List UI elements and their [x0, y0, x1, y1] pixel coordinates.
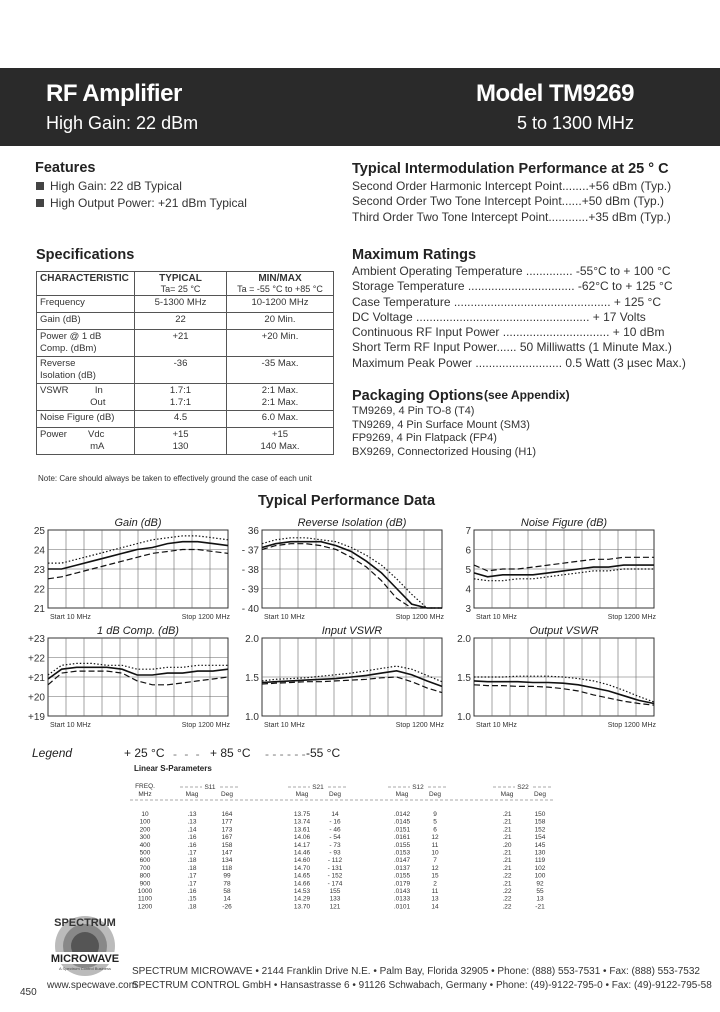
legend-dot-swatch: - - - - - -: [265, 747, 306, 761]
performance-heading: Typical Performance Data: [258, 493, 436, 509]
product-subtitle: High Gain: 22 dBm: [46, 113, 199, 133]
sparam-cell: .0147: [393, 857, 411, 865]
sparam-cell: 14.46: [293, 849, 311, 857]
sparam-cell: .18: [187, 857, 197, 865]
sparam-cell: 158: [534, 818, 546, 826]
sparam-cell: .21: [502, 818, 512, 826]
sparam-cell: 14.06: [293, 834, 311, 842]
sparam-subheader: Mag: [395, 791, 409, 798]
sparam-cell: .17: [187, 872, 197, 880]
sparam-cell: 150: [534, 811, 546, 818]
sparam-cell: .21: [502, 826, 512, 834]
sparam-cell: 55: [536, 888, 544, 895]
sparam-cell: 14.60: [293, 857, 311, 865]
sparam-cell: 134: [221, 857, 233, 865]
spec-row: [37, 411, 334, 428]
sparam-cell: 13.61: [293, 826, 311, 834]
y-tick-label: 22: [33, 584, 45, 596]
footer-line-2: SPECTRUM CONTROL GmbH • Hansastrasse 6 • 91126 Schwabach, Germany • Phone: (49)-9122-795-0 • Fax: (49)-9122-795-58: [132, 980, 712, 991]
sparam-cell: .22: [502, 872, 512, 880]
spec-characteristic: Gain (dB): [37, 313, 135, 330]
spec-minmax: 20 Min.: [227, 313, 334, 330]
package-item: TM9269, 4 Pin TO-8 (T4): [352, 405, 475, 417]
y-tick-label: - 40: [241, 604, 259, 615]
sparam-cell: 400: [139, 841, 151, 849]
sparam-cell: .18: [187, 903, 197, 911]
sparam-cell: 14: [331, 811, 339, 818]
y-tick-label: 2.0: [457, 634, 471, 645]
spec-typical: 22: [135, 313, 227, 330]
sparam-cell: .21: [502, 849, 512, 857]
sparam-header: MHz: [138, 791, 152, 798]
sparam-cell: 7: [433, 857, 437, 865]
appendix-note: (see Appendix): [484, 388, 570, 402]
legend-dotted: -55 °C: [306, 746, 341, 760]
sparam-cell: .14: [187, 826, 197, 834]
package-item: FP9269, 4 Pin Flatpack (FP4): [352, 432, 497, 444]
spec-characteristic: Power @ 1 dB Comp. (dBm): [37, 330, 135, 357]
x-stop-label: Stop 1200 MHz: [607, 614, 656, 621]
chart-plot: [440, 526, 680, 634]
spec-characteristic: Frequency: [37, 296, 135, 313]
rating-line: Storage Temperature ................................ -62°C to + 125 °C: [352, 279, 673, 294]
sparam-cell: 167: [221, 834, 233, 842]
sparam-cell: -21: [535, 903, 545, 911]
col-typical: TYPICAL Ta= 25 °C: [135, 272, 227, 296]
sparam-cell: 1100: [138, 895, 152, 903]
sparam-cell: 14: [223, 895, 231, 903]
sparam-cell: 14.65: [293, 872, 311, 880]
sparam-cell: .0155: [393, 841, 411, 849]
sparam-cell: 147: [221, 849, 233, 857]
sparam-subheader: Deg: [429, 791, 441, 798]
sparam-cell: -26: [222, 903, 232, 911]
sparam-cell: .18: [187, 864, 197, 872]
sparam-cell: 14.70: [293, 864, 311, 872]
sparam-cell: 12: [431, 864, 439, 872]
x-stop-label: Stop 1200 MHz: [181, 614, 230, 621]
bullet-icon: [36, 199, 44, 207]
x-start-label: Start 10 MHz: [476, 722, 517, 729]
frequency-range: 5 to 1300 MHz: [516, 113, 634, 133]
sparam-cell: .21: [502, 857, 512, 865]
sparam-cell: - 16: [329, 818, 341, 826]
sparam-cell: .0151: [393, 826, 411, 834]
spec-typical: +15 130: [135, 428, 227, 455]
spec-typical: 4.5: [135, 411, 227, 428]
sparam-cell: .13: [187, 818, 197, 826]
sparam-cell: .15: [187, 895, 197, 903]
legend-label: Legend: [32, 746, 73, 760]
sparam-cell: 14.53: [293, 888, 311, 895]
spec-row: [37, 357, 334, 384]
sparam-cell: .17: [187, 880, 197, 888]
chart-plot: [14, 634, 254, 742]
chart-title: Noise Figure (dB): [520, 517, 608, 529]
sparam-cell: 152: [534, 826, 546, 834]
header-banner: [0, 68, 720, 146]
sparam-cell: 100: [534, 872, 546, 880]
sparam-cell: .0155: [393, 872, 411, 880]
sparam-cell: 200: [139, 826, 151, 834]
sparam-cell: - 46: [329, 826, 341, 834]
sparam-header: FREQ.: [135, 783, 155, 790]
sparam-cell: 1200: [137, 903, 153, 911]
sparam-subheader: Deg: [221, 791, 233, 798]
sparam-cell: 14.29: [293, 895, 311, 903]
y-tick-label: - 38: [241, 565, 259, 576]
sparam-cell: .21: [502, 880, 512, 888]
col-characteristic: CHARACTERISTIC: [37, 272, 135, 296]
sparam-cell: 900: [139, 880, 151, 888]
sparam-cell: .20: [502, 841, 512, 849]
sparam-cell: 14.17: [293, 841, 311, 849]
rating-line: Continuous RF Input Power ................................ + 10 dBm: [352, 325, 665, 340]
spectrum-logo: [42, 908, 128, 978]
features-heading: Features: [35, 160, 96, 176]
chart-title: Reverse Isolation (dB): [297, 517, 407, 529]
sparam-cell: 14: [431, 903, 439, 911]
rating-line: DC Voltage .................................................... + 17 Volts: [352, 309, 646, 324]
spec-row: [37, 428, 334, 455]
y-tick-label: 1.0: [245, 712, 259, 723]
sparam-cell: - 54: [329, 834, 341, 842]
y-tick-label: 1.5: [245, 673, 259, 684]
features-list: [36, 179, 247, 213]
y-tick-label: 24: [33, 545, 45, 557]
rating-line: Ambient Operating Temperature .............. -55°C to + 100 °C: [352, 264, 671, 278]
sparam-cell: .0101: [393, 903, 411, 911]
page-number: 450: [20, 987, 37, 998]
sparam-subheader: Mag: [185, 791, 199, 798]
sparam-cell: 12: [431, 834, 439, 842]
ratings-heading: Maximum Ratings: [352, 247, 477, 263]
y-tick-label: 3: [465, 604, 471, 615]
sparams-heading: Linear S-Parameters: [134, 764, 212, 773]
chart-plot: [440, 634, 680, 742]
legend-dashed: + 85 °C: [210, 746, 251, 760]
sparam-cell: 155: [329, 888, 341, 895]
sparam-cell: 2: [433, 880, 437, 888]
rating-line: Maximum Peak Power .......................... 0.5 Watt (3 µsec Max.): [352, 355, 686, 370]
spec-minmax: +20 Min.: [227, 330, 334, 357]
spec-row: [37, 384, 334, 411]
y-tick-label: 23: [33, 565, 45, 576]
sparam-cell: .16: [187, 834, 197, 842]
sparam-subheader: Deg: [534, 791, 546, 798]
sparam-subheader: Mag: [295, 791, 309, 798]
specifications-table: [36, 271, 334, 455]
package-item: BX9269, Connectorized Housing (H1): [352, 445, 537, 458]
feature-item: High Gain: 22 dB Typical: [36, 179, 247, 193]
sparam-cell: 11: [431, 841, 439, 849]
sparam-cell: 118: [221, 864, 233, 872]
sparam-cell: 600: [139, 857, 151, 865]
sparam-cell: 58: [223, 888, 231, 895]
logo-top-text: SPECTRUM: [54, 917, 116, 929]
spec-minmax: 6.0 Max.: [227, 411, 334, 428]
x-stop-label: Stop 1200 MHz: [395, 614, 444, 621]
sparam-cell: .0161: [393, 834, 411, 842]
packaging-heading: Packaging Options: [352, 388, 484, 404]
spec-minmax: -35 Max.: [227, 357, 334, 384]
spec-minmax: +15 140 Max.: [227, 428, 334, 455]
spec-typical: 5-1300 MHz: [135, 296, 227, 313]
sparam-cell: 145: [534, 841, 546, 849]
y-tick-label: +21: [28, 673, 45, 684]
sparam-cell: 158: [221, 841, 233, 849]
sparam-cell: 700: [139, 864, 151, 872]
sparam-cell: 13: [431, 895, 439, 903]
spec-characteristic: Reverse Isolation (dB): [37, 357, 135, 384]
spec-row: [37, 296, 334, 313]
y-tick-label: 2.0: [245, 634, 259, 645]
y-tick-label: 25: [33, 526, 45, 537]
sparam-cell: .21: [502, 811, 512, 818]
x-start-label: Start 10 MHz: [50, 614, 91, 621]
y-tick-label: 36: [247, 526, 259, 537]
sparam-cell: .0137: [393, 864, 411, 872]
package-item: TN9269, 4 Pin Surface Mount (SM3): [352, 418, 530, 431]
sparam-cell: 13.74: [293, 818, 311, 826]
table-header-row: [37, 272, 334, 296]
sparam-cell: - 131: [327, 864, 343, 872]
legend-solid: + 25 °C: [124, 746, 165, 760]
spec-minmax: 2:1 Max. 2:1 Max.: [227, 384, 334, 411]
rating-line: Case Temperature ............................................... + 125 °C: [352, 294, 662, 309]
sparam-cell: 100: [139, 818, 151, 826]
y-tick-label: +22: [28, 653, 45, 665]
sparam-cell: .17: [187, 849, 197, 857]
sparam-cell: - 112: [327, 857, 343, 865]
sparam-cell: - 174: [327, 880, 343, 888]
sparam-group-label: S12: [412, 784, 424, 791]
x-stop-label: Stop 1200 MHz: [181, 722, 230, 729]
chart-title: Gain (dB): [114, 517, 162, 529]
sparam-subheader: Mag: [500, 791, 514, 798]
y-tick-label: 5: [465, 565, 471, 576]
sparam-cell: .22: [502, 903, 512, 911]
sparam-cell: 6: [433, 826, 437, 834]
chart-plot: [228, 634, 468, 742]
y-tick-label: 4: [465, 584, 471, 596]
bullet-icon: [36, 182, 44, 190]
sparam-cell: 130: [534, 849, 546, 857]
sparam-cell: 13.70: [293, 903, 311, 911]
sparam-cell: .22: [502, 895, 512, 903]
sparam-cell: 11: [431, 888, 439, 895]
chart-plot: [14, 526, 254, 634]
sparam-cell: 154: [534, 834, 546, 842]
intermod-line: Second Order Two Tone Intercept Point......+50 dBm (Typ.): [352, 194, 665, 209]
grounding-note: Note: Care should always be taken to effectively ground the case of each unit: [38, 474, 312, 483]
sparam-cell: .16: [187, 888, 197, 895]
spec-typical: -36: [135, 357, 227, 384]
ratings-list: [352, 264, 686, 371]
sparam-cell: 14.66: [293, 880, 311, 888]
sparam-cell: .0179: [393, 880, 411, 888]
sparam-cell: 10: [431, 849, 439, 857]
sparam-cell: 10: [141, 811, 149, 818]
sparam-cell: .22: [502, 888, 512, 895]
sparam-cell: 9: [433, 811, 437, 818]
chart-title: 1 dB Comp. (dB): [97, 625, 179, 637]
x-start-label: Start 10 MHz: [50, 722, 91, 729]
website-link[interactable]: www.specwave.com: [47, 980, 138, 991]
legend-dash-swatch: - - -: [173, 747, 202, 761]
logo-sub-text: A Spectrum Control Business: [58, 966, 112, 971]
spec-minmax: 10-1200 MHz: [227, 296, 334, 313]
chart-title: Input VSWR: [321, 625, 383, 637]
y-tick-label: - 39: [241, 584, 259, 596]
intermod-line: Third Order Two Tone Intercept Point............+35 dBm (Typ.): [352, 209, 671, 224]
feature-item: High Output Power: +21 dBm Typical: [36, 196, 247, 210]
y-tick-label: +19: [28, 712, 45, 723]
x-start-label: Start 10 MHz: [476, 614, 517, 621]
sparam-cell: .0143: [393, 888, 411, 895]
sparam-cell: 5: [433, 818, 437, 826]
sparam-subheader: Deg: [329, 791, 341, 798]
sparams-table: [130, 780, 560, 915]
sparam-cell: .21: [502, 864, 512, 872]
y-tick-label: +23: [28, 634, 45, 645]
sparam-cell: 15: [431, 872, 439, 880]
sparam-cell: 500: [139, 849, 151, 857]
sparam-cell: .0145: [393, 818, 411, 826]
y-tick-label: 6: [465, 545, 471, 557]
sparam-cell: 133: [329, 895, 341, 903]
spec-row: [37, 313, 334, 330]
sparam-cell: 119: [534, 857, 546, 865]
sparam-cell: - 73: [329, 841, 341, 849]
footer-line-1: SPECTRUM MICROWAVE • 2144 Franklin Drive N.E. • Palm Bay, Florida 32905 • Phone: (888) 553-7531 • Fax: (888) 553-7532: [132, 966, 700, 977]
y-tick-label: 7: [465, 526, 471, 537]
sparam-cell: 173: [221, 826, 233, 834]
sparam-cell: .0133: [393, 895, 411, 903]
spec-characteristic: Power Vdc mA: [37, 428, 135, 455]
rating-line: Short Term RF Input Power...... 50 Milliwatts (1 Minute Max.): [352, 340, 672, 355]
sparam-cell: 13.75: [293, 811, 311, 818]
x-start-label: Start 10 MHz: [264, 722, 305, 729]
sparam-group-label: S11: [204, 784, 216, 791]
sparam-cell: 99: [223, 872, 231, 880]
x-stop-label: Stop 1200 MHz: [607, 722, 656, 729]
sparam-cell: 177: [221, 818, 233, 826]
x-stop-label: Stop 1200 MHz: [395, 722, 444, 729]
y-tick-label: +20: [28, 692, 45, 704]
sparam-cell: 121: [329, 903, 341, 911]
sparam-cell: .13: [187, 811, 197, 818]
sparam-cell: .0153: [393, 849, 411, 857]
sparam-group-label: S22: [517, 784, 529, 791]
spec-characteristic: VSWR In Out: [37, 384, 135, 411]
intermod-heading: Typical Intermodulation Performance at 25 ° C: [352, 161, 669, 177]
specifications-heading: Specifications: [36, 247, 135, 263]
product-title: RF Amplifier: [46, 80, 182, 107]
sparam-cell: .0142: [393, 811, 411, 818]
intermod-line: Second Order Harmonic Intercept Point........+56 dBm (Typ.): [352, 179, 672, 193]
y-tick-label: - 37: [241, 545, 259, 557]
sparam-cell: 13: [536, 895, 544, 903]
sparam-cell: 1000: [137, 888, 153, 895]
chart-title: Output VSWR: [529, 625, 599, 637]
y-tick-label: 21: [33, 604, 45, 615]
sparam-group-label: S21: [312, 784, 324, 791]
chart-plot: [228, 526, 468, 634]
spec-row: [37, 330, 334, 357]
spec-typical: 1.7:1 1.7:1: [135, 384, 227, 411]
sparam-cell: .16: [187, 841, 197, 849]
sparam-cell: 92: [536, 880, 544, 888]
y-tick-label: 1.0: [457, 712, 471, 723]
model-number: Model TM9269: [475, 80, 634, 107]
col-minmax: MIN/MAX Ta = -55 °C to +85 °C: [227, 272, 334, 296]
sparam-cell: 102: [534, 864, 546, 872]
sparam-cell: - 93: [329, 849, 341, 857]
spec-characteristic: Noise Figure (dB): [37, 411, 135, 428]
sparam-cell: - 152: [327, 872, 343, 880]
packaging-list: [352, 405, 536, 459]
logo-mid-text: MICROWAVE: [50, 953, 120, 965]
x-start-label: Start 10 MHz: [264, 614, 305, 621]
intermod-list: [352, 179, 671, 225]
sparam-cell: 300: [139, 834, 151, 842]
sparam-cell: 164: [221, 811, 233, 818]
sparam-cell: 800: [139, 872, 151, 880]
y-tick-label: 1.5: [457, 673, 471, 684]
spec-typical: +21: [135, 330, 227, 357]
sparam-cell: .21: [502, 834, 512, 842]
sparam-cell: 78: [223, 880, 231, 888]
